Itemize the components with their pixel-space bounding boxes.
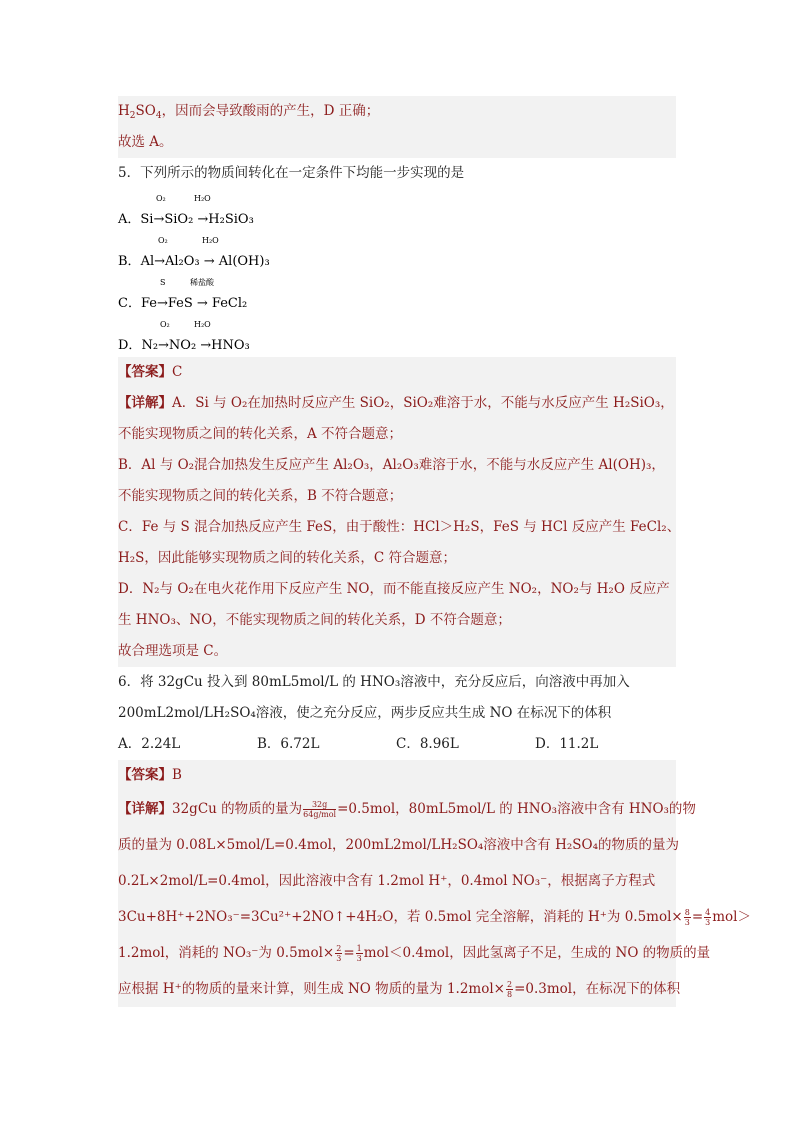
q5-detail-1: 【详解】A．Si 与 O₂在加热时反应产生 SiO₂，SiO₂难溶于水，不能与水反应产生 H₂SiO₃，: [118, 388, 676, 419]
q6-detail-5: 1.2mol，消耗的 NO₃⁻为 0.5mol× $\frac{2}{3}$ = $\frac{1}{3}$ mol＜0.4mol，因此氢离子不足，生成的 NO 的物质的量: [118, 935, 676, 971]
fraction: $\frac{2}{8}$: [506, 980, 513, 999]
q6-choices: [118, 729, 676, 760]
document-page: [118, 96, 751, 1007]
fraction: $\frac{32g}{\text{64g/mol}}$: [303, 800, 337, 819]
fraction: $\frac{4}{3}$: [705, 908, 711, 927]
q5-option-a: O₂ H₂O A．Si→SiO₂ →H₂SiO₃: [118, 194, 254, 227]
q5-stem: 5．下列所示的物质间转化在一定条件下均能一步实现的是: [118, 165, 465, 181]
fraction: $\frac{8}{3}$: [684, 908, 690, 927]
q6-detail-2: 质的量为 0.08L×5mol/L=0.4mol，200mL2mol/LH₂SO₄溶液中含有 H₂SO₄的物质的量为: [118, 827, 676, 863]
q6-detail-1: 【详解】32gCu 的物质的量为 $\frac{32g}{\text{64g/mol}}$ =0.5mol，80mL5mol/L 的 HNO₃溶液中含有 HNO₃的物: [118, 791, 676, 827]
q5-detail-2: 不能实现物质之间的转化关系，A 不符合题意；: [118, 419, 676, 450]
q5-option-c: S 稀盐酸 C．Fe→FeS → FeCl₂: [118, 278, 248, 311]
q6-option-b: B．6.72L: [257, 736, 320, 752]
q5-detail-6: H₂S，因此能够实现物质之间的转化关系，C 符合题意；: [118, 543, 676, 574]
q5-detail-8: 生 HNO₃、NO，不能实现物质之间的转化关系，D 不符合题意；: [118, 605, 676, 636]
q5-detail-7: D．N₂与 O₂在电火花作用下反应产生 NO，而不能直接反应产生 NO₂，NO₂与 H₂O 反应产: [118, 574, 676, 605]
fraction: $\frac{2}{3}$: [336, 944, 342, 963]
prev-answer-tail: $H_2SO_4$，因而会导致酸雨的产生，D 正确；: [118, 96, 676, 127]
q5-conclusion: 故合理选项是 C。: [118, 636, 676, 667]
q6-detail-4: 3Cu+8H⁺+2NO₃⁻=3Cu²⁺+2NO↑+4H₂O，若 0.5mol 完全溶解，消耗的 H⁺为 0.5mol× $\frac{8}{3}$ = $\frac{4}{3}$ mol＞: [118, 899, 676, 935]
q6-option-d: D．11.2L: [535, 736, 599, 752]
fraction: $\frac{1}{3}$: [356, 944, 362, 963]
q5-detail-4: 不能实现物质之间的转化关系，B 不符合题意；: [118, 481, 676, 512]
q5-answer: 【答案】C: [118, 357, 676, 388]
q6-option-c: C．8.96L: [396, 736, 459, 752]
q6-option-a: A．2.24L: [118, 736, 181, 752]
q5-detail-5: C．Fe 与 S 混合加热反应产生 FeS，由于酸性：HCl＞H₂S，FeS 与 HCl 反应产生 FeCl₂、: [118, 512, 676, 543]
q5-detail-3: B．Al 与 O₂混合加热发生反应产生 Al₂O₃，Al₂O₃难溶于水，不能与水反应产生 Al(OH)₃，: [118, 450, 676, 481]
q6-stem-2: 200mL2mol/LH₂SO₄溶液，使之充分反应，两步反应共生成 NO 在标况下的体积: [118, 705, 612, 721]
prev-conclusion: 故选 A。: [118, 127, 676, 158]
q6-detail-6: 应根据 H⁺的物质的量来计算，则生成 NO 物质的量为 1.2mol× $\frac{2}{8}$ =0.3mol，在标况下的体积: [118, 971, 676, 1007]
q6-detail-3: 0.2L×2mol/L=0.4mol，因此溶液中含有 1.2mol H⁺，0.4mol NO₃⁻，根据离子方程式: [118, 863, 676, 899]
q5-option-d: O₂ H₂O D．N₂→NO₂ →HNO₃: [118, 320, 250, 353]
q6-stem-1: 6．将 32gCu 投入到 80mL5mol/L 的 HNO₃溶液中，充分反应后，向溶液中再加入: [118, 674, 630, 690]
q5-option-b: O₂ H₂O B．Al→Al₂O₃ → Al(OH)₃: [118, 236, 270, 269]
q6-answer: 【答案】B: [118, 760, 676, 791]
